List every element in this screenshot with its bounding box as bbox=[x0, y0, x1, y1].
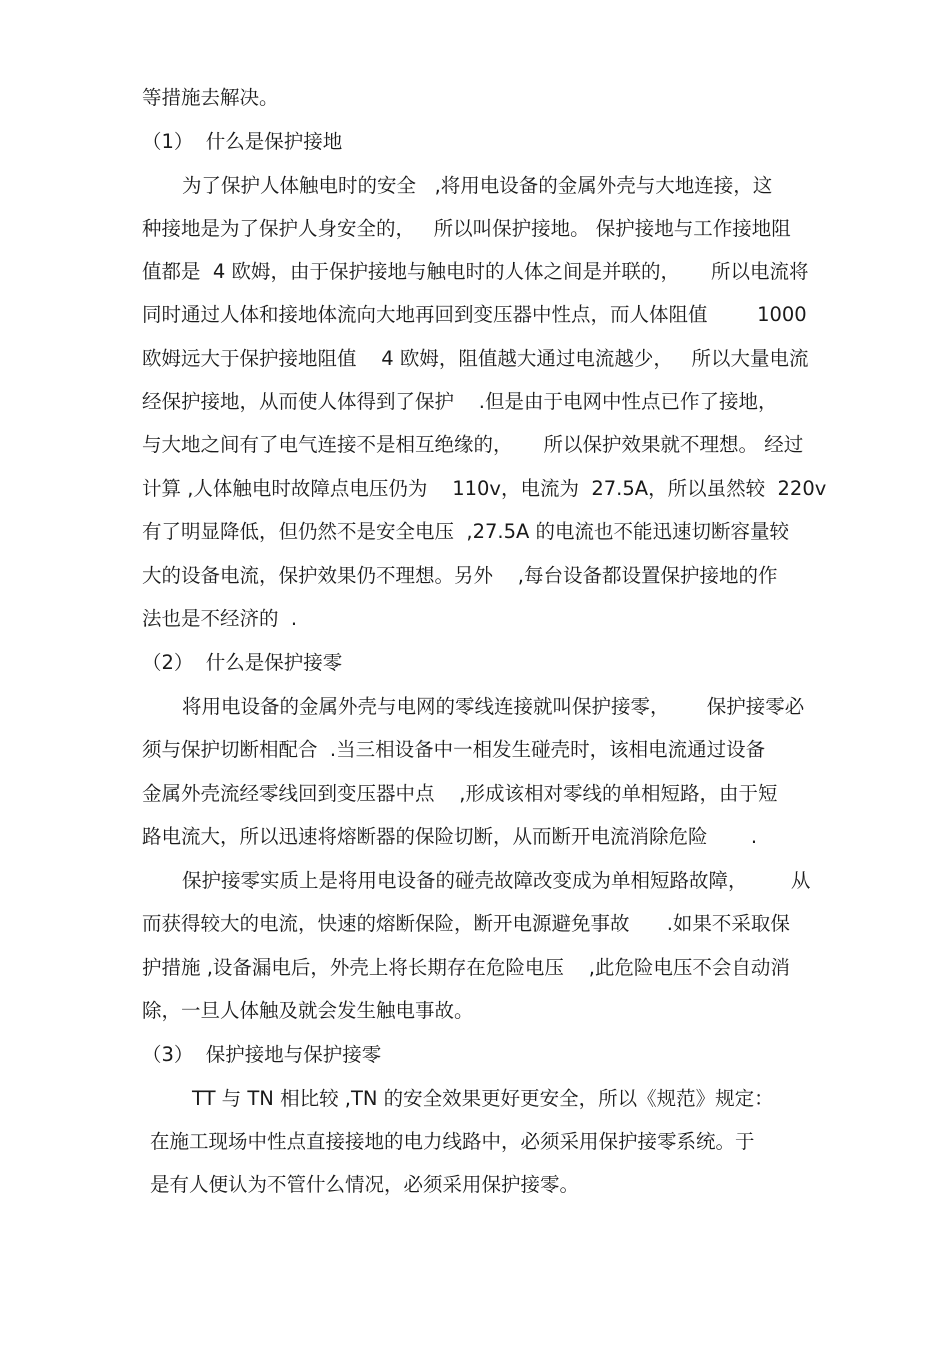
text-line: 路电流大，所以迅速将熔断器的保险切断，从而断开电流消除危险 . bbox=[142, 825, 758, 848]
text-line: 有了明显降低，但仍然不是安全电压 ,27.5A 的电流也不能迅速切断容量较 bbox=[142, 520, 790, 543]
text-line: 在施工现场中性点直接接地的电力线路中，必须采用保护接零系统。于 bbox=[150, 1130, 755, 1153]
text-line: 同时通过人体和接地体流向大地再回到变压器中性点，而人体阻值 1000 bbox=[142, 303, 807, 326]
text-line: 须与保护切断相配合 .当三相设备中一相发生碰壳时，该相电流通过设备 bbox=[142, 738, 766, 761]
text-line: 而获得较大的电流，快速的熔断保险，断开电源避免事故 .如果不采取保 bbox=[142, 912, 790, 935]
text-line: 欧姆远大于保护接地阻值 4 欧姆，阻值越大通过电流越少， 所以大量电流 bbox=[142, 347, 809, 370]
text-line: TT 与 TN 相比较 ,TN 的安全效果更好更安全，所以《规范》规定： bbox=[192, 1087, 774, 1110]
text-line: 大的设备电流，保护效果仍不理想。另外 ,每台设备都设置保护接地的作 bbox=[142, 564, 778, 587]
text-line: 保护接零实质上是将用电设备的碰壳故障改变成为单相短路故障， 从 bbox=[182, 869, 811, 892]
text-line: 与大地之间有了电气连接不是相互绝缘的， 所以保护效果就不理想。 经过 bbox=[142, 433, 804, 456]
text-line: 是有人便认为不管什么情况，必须采用保护接零。 bbox=[150, 1173, 580, 1196]
text-line: 种接地是为了保护人身安全的， 所以叫保护接地。 保护接地与工作接地阻 bbox=[142, 217, 791, 240]
text-line: 值都是 4 欧姆，由于保护接地与触电时的人体之间是并联的， 所以电流将 bbox=[142, 260, 809, 283]
text-line: 为了保护人体触电时的安全 ,将用电设备的金属外壳与大地连接，这 bbox=[182, 174, 773, 197]
text-line: 护措施 ,设备漏电后，外壳上将长期存在危险电压 ,此危险电压不会自动消 bbox=[142, 956, 790, 979]
section-heading-1: （1） 什么是保护接地 bbox=[142, 130, 343, 153]
text-line: 金属外壳流经零线回到变压器中点 ,形成该相对零线的单相短路，由于短 bbox=[142, 782, 778, 805]
text-line: 计算 ,人体触电时故障点电压仍为 110v，电流为 27.5A，所以虽然较 220v bbox=[142, 477, 827, 500]
text-line: 除，一旦人体触及就会发生触电事故。 bbox=[142, 999, 474, 1022]
text-line: 法也是不经济的 . bbox=[142, 607, 298, 630]
text-line: 经保护接地，从而使人体得到了保护 .但是由于电网中性点已作了接地， bbox=[142, 390, 778, 413]
text-line: 等措施去解决。 bbox=[142, 86, 279, 109]
section-heading-3: （3） 保护接地与保护接零 bbox=[142, 1043, 382, 1066]
text-line: 将用电设备的金属外壳与电网的零线连接就叫保护接零， 保护接零必 bbox=[182, 695, 805, 718]
section-heading-2: （2） 什么是保护接零 bbox=[142, 651, 343, 674]
